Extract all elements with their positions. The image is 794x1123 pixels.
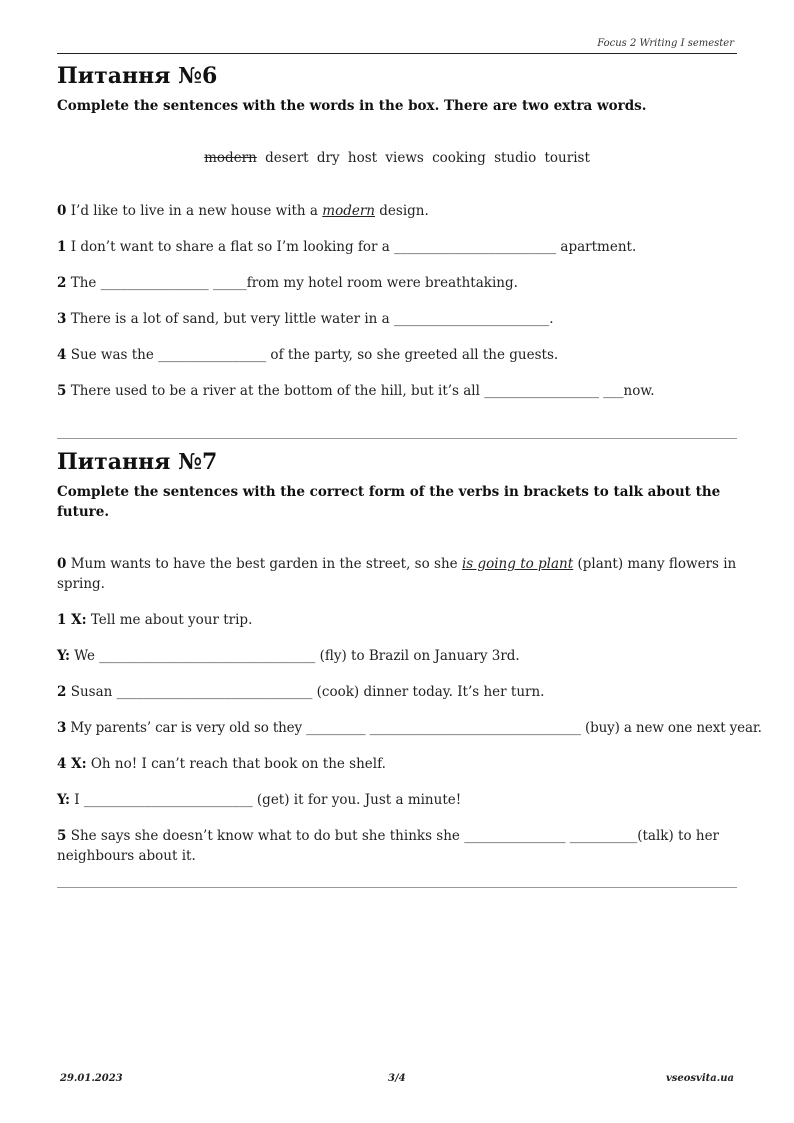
- sentence-text: We ________________________________ (fly) to Brazil on January 3rd.: [69, 648, 520, 664]
- word-box-struck-word: modern: [204, 150, 257, 166]
- q6-sentence-0: [57, 201, 737, 221]
- q7-sentence-4x: [57, 754, 737, 774]
- q6-sentence-4: [57, 345, 737, 365]
- footer-page-number: 3/4: [388, 1073, 406, 1084]
- q7-sentence-1y: [57, 646, 737, 666]
- q6-sentence-1: [57, 237, 737, 257]
- q7-sentence-1x: [57, 610, 737, 630]
- sentence-text: I _________________________ (get) it for you. Just a minute!: [69, 792, 462, 808]
- sentence-text: Oh no! I can’t reach that book on the shelf.: [86, 756, 386, 772]
- sentence-number: 0: [57, 203, 67, 219]
- word-box-word: host: [347, 150, 378, 166]
- sentence-text: She says she doesn’t know what to do but she thinks she _______________ __________(talk) to her neighbours about it.: [57, 828, 720, 864]
- sentence-number: 1 X:: [57, 612, 87, 628]
- sentence-number: 3: [57, 311, 67, 327]
- sentence-number: Y:: [57, 648, 70, 664]
- q6-sentence-2: [57, 273, 737, 293]
- sentence-text: (plant) many flowers in spring.: [57, 556, 737, 592]
- sentence-text: Mum wants to have the best garden in the street, so she: [66, 556, 462, 572]
- section-divider: [57, 438, 737, 439]
- sentence-text: There is a lot of sand, but very little water in a _______________________.: [66, 311, 554, 327]
- sentence-number: 5: [57, 828, 67, 844]
- q7-sentence-4y: [57, 790, 737, 810]
- sentence-text: design.: [374, 203, 429, 219]
- sentence-text: I don’t want to share a flat so I’m looking for a ________________________ apartment.: [66, 239, 637, 255]
- sentence-number: 3: [57, 720, 67, 736]
- sentence-text: I’d like to live in a new house with a: [66, 203, 323, 219]
- q7-sentence-3: [57, 718, 762, 738]
- sentence-number: 2: [57, 275, 67, 291]
- word-box-word: studio: [494, 150, 537, 166]
- sentence-text: Susan _____________________________ (cook) dinner today. It’s her turn.: [66, 684, 545, 700]
- q6-sentence-3: [57, 309, 737, 329]
- question-6-title: Питання №6: [57, 63, 218, 89]
- word-box-word: desert: [265, 150, 309, 166]
- q6-sentence-5: [57, 381, 737, 401]
- sentence-number: 5: [57, 383, 67, 399]
- word-box-word: tourist: [544, 150, 590, 166]
- word-box-word: dry: [316, 150, 340, 166]
- word-box: [57, 148, 737, 168]
- q7-sentence-2: [57, 682, 737, 702]
- footer-site[interactable]: vseosvita.ua: [665, 1073, 734, 1084]
- sentence-text: There used to be a river at the bottom of the hill, but it’s all _________________ ___now.: [66, 383, 655, 399]
- sentence-text: My parents’ car is very old so they _________ ________________________________ (buy) a new one next year.: [66, 720, 762, 736]
- question-7-instruction: Complete the sentences with the correct form of the verbs in brackets to talk about the future.: [57, 484, 721, 520]
- footer-date: 29.01.2023: [60, 1073, 123, 1084]
- q7-sentence-5: [57, 826, 737, 866]
- question-6-instruction: Complete the sentences with the words in the box. There are two extra words.: [57, 98, 647, 114]
- sentence-number: 2: [57, 684, 67, 700]
- sentence-text: The ________________ _____from my hotel room were breathtaking.: [66, 275, 518, 291]
- sentence-number: 4 X:: [57, 756, 87, 772]
- example-answer: modern: [322, 203, 375, 219]
- sentence-number: 1: [57, 239, 67, 255]
- question-7-title: Питання №7: [57, 449, 218, 475]
- sentence-text: Tell me about your trip.: [86, 612, 253, 628]
- word-box-word: cooking: [432, 150, 486, 166]
- sentence-number: Y:: [57, 792, 70, 808]
- word-box-word: views: [385, 150, 424, 166]
- header-rule: [57, 53, 737, 54]
- sentence-text: Sue was the ________________ of the party, so she greeted all the guests.: [66, 347, 559, 363]
- sentence-number: 0: [57, 556, 67, 572]
- q7-sentence-0: [57, 554, 737, 594]
- section-divider: [57, 887, 737, 888]
- sentence-number: 4: [57, 347, 67, 363]
- header-course: Focus 2 Writing I semester: [597, 38, 734, 49]
- example-answer: is going to plant: [461, 556, 574, 572]
